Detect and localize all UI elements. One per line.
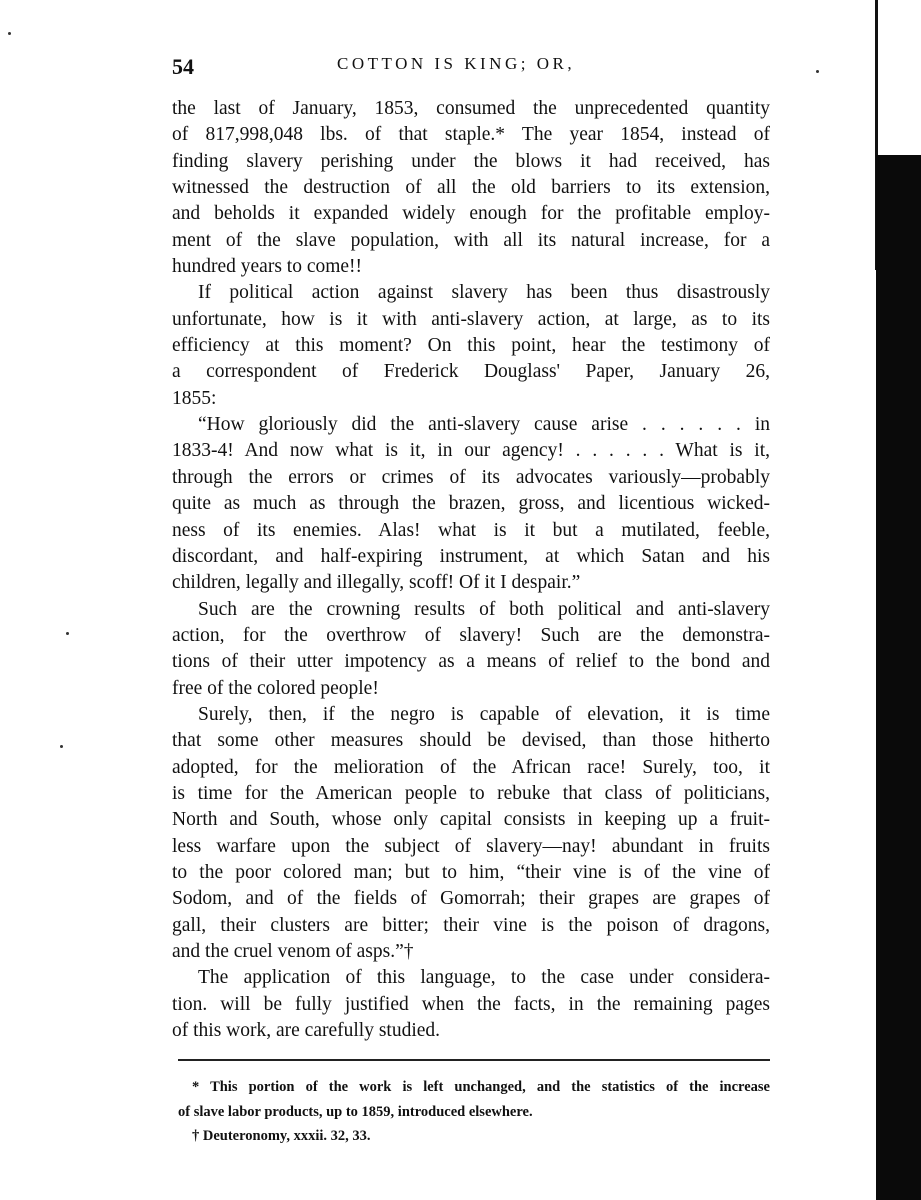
footnote-rule (178, 1059, 770, 1061)
text-line: of 817,998,048 lbs. of that staple.* The year 1854, instead of (172, 124, 770, 146)
text-line: witnessed the destruction of all the old barriers to its extension, (172, 177, 770, 199)
scan-speck (60, 745, 63, 748)
text-line: North and South, whose only capital consists in keeping up a fruit- (172, 809, 770, 831)
text-line: that some other measures should be devised, than those hitherto (172, 730, 770, 752)
running-title: COTTON IS KING; OR, (337, 54, 576, 73)
text-line: tions of their utter impotency as a means of relief to the bond and (172, 651, 770, 673)
text-line: efficiency at this moment? On this point, hear the testimony of (172, 335, 770, 357)
text-line: free of the colored people! (172, 677, 379, 699)
text-line: The application of this language, to the case under considera- (198, 967, 770, 989)
text-line: quite as much as through the brazen, gross, and licentious wicked- (172, 493, 770, 515)
footnote-line: of slave labor products, up to 1859, introduced elsewhere. (178, 1103, 533, 1120)
page-number: 54 (172, 54, 194, 79)
text-line: 1833-4! And now what is it, in our agency! . . . . . . What is it, (172, 440, 770, 462)
text-line: 1855: (172, 387, 217, 409)
text-line: unfortunate, how is it with anti-slavery action, at large, as to its (172, 308, 770, 330)
text-line: ness of its enemies. Alas! what is it but a mutilated, feeble, (172, 519, 770, 541)
text-line: of this work, are carefully studied. (172, 1020, 441, 1042)
text-line: a correspondent of Frederick Douglass' Paper, January 26, (172, 361, 770, 383)
text-line: gall, their clusters are bitter; their vine is the poison of dragons, (172, 914, 770, 936)
text-line: Such are the crowning results of both political and anti-slavery (198, 598, 770, 620)
body-text (172, 96, 770, 1044)
text-line: and beholds it expanded widely enough for the profitable employ- (172, 203, 770, 225)
scan-edge-shadow (876, 155, 921, 1200)
text-line: If political action against slavery has been thus disastrously (198, 282, 770, 304)
text-line: Surely, then, if the negro is capable of elevation, it is time (198, 703, 770, 725)
text-line: Sodom, and of the fields of Gomorrah; their grapes are grapes of (172, 888, 770, 910)
text-line: hundred years to come!! (172, 256, 363, 278)
text-line: “How gloriously did the anti-slavery cause arise . . . . . . in (198, 414, 770, 436)
text-line: to the poor colored man; but to him, “their vine is of the vine of (172, 861, 770, 883)
text-line: tion. will be fully justified when the facts, in the remaining pages (172, 993, 770, 1015)
footnote-line: * This portion of the work is left unchanged, and the statistics of the increase (192, 1079, 770, 1095)
text-line: action, for the overthrow of slavery! Such are the demonstra- (172, 624, 770, 646)
scan-speck (66, 632, 69, 635)
text-line: discordant, and half-expiring instrument, at which Satan and his (172, 545, 770, 567)
text-line: through the errors or crimes of its advocates variously—probably (172, 466, 770, 488)
footnote-line: † Deuteronomy, xxxii. 32, 33. (192, 1128, 371, 1144)
footnotes (178, 1075, 770, 1149)
text-line: ment of the slave population, with all its natural increase, for a (172, 229, 770, 251)
text-line: and the cruel venom of asps.”† (172, 941, 414, 962)
text-line: adopted, for the melioration of the African race! Surely, too, it (172, 756, 770, 778)
text-line: is time for the American people to rebuke that class of politicians, (172, 782, 770, 804)
scan-speck (816, 70, 819, 73)
text-line: the last of January, 1853, consumed the unprecedented quantity (172, 98, 770, 119)
scan-speck (8, 32, 11, 35)
text-line: children, legally and illegally, scoff! Of it I despair.” (172, 572, 581, 594)
text-line: less warfare upon the subject of slavery—nay! abundant in fruits (172, 835, 770, 857)
text-line: finding slavery perishing under the blows it had received, has (172, 150, 770, 172)
